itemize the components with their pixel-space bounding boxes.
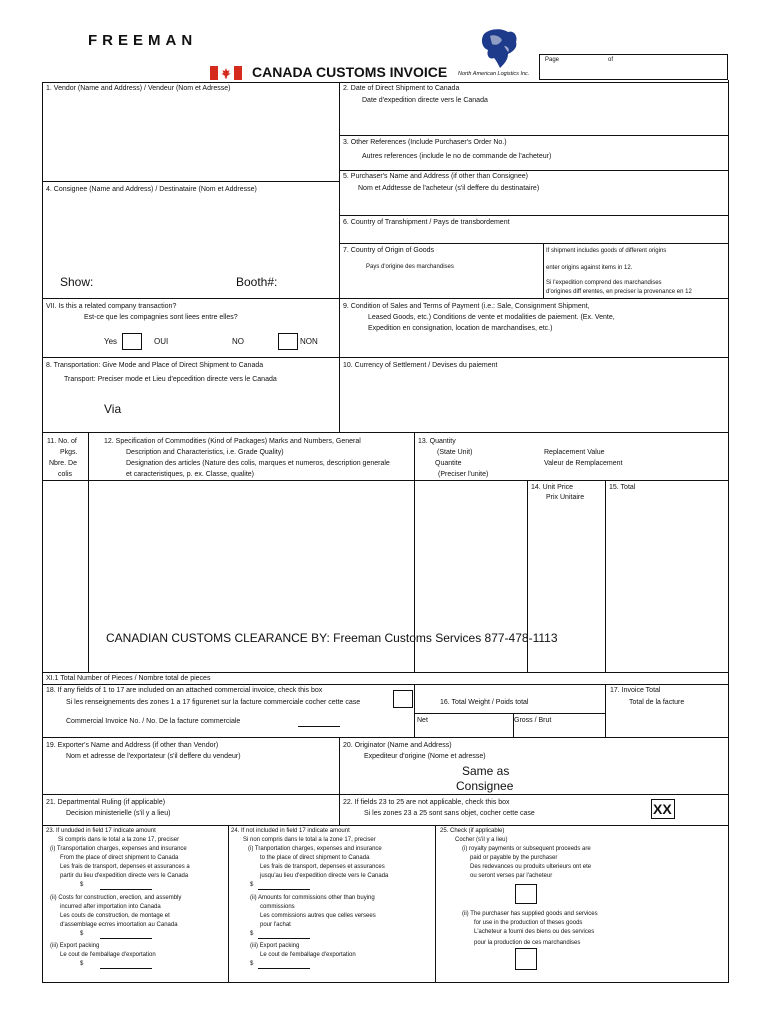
divider-xi1 bbox=[42, 684, 729, 685]
oui-label: OUI bbox=[154, 337, 169, 346]
divider-goods-header bbox=[42, 480, 729, 481]
field-2-label: 2. Date of Direct Shipment to Canada bbox=[343, 85, 460, 92]
f24-l6: jusqu'au lieu d'expedition directe vers le Canada bbox=[260, 873, 389, 879]
shipment-date-field[interactable] bbox=[343, 108, 725, 133]
f24-dollar-2: $ bbox=[250, 931, 254, 937]
f24-amount-3[interactable] bbox=[258, 968, 310, 969]
f23-l8: incurred after importation into Canada bbox=[60, 904, 161, 910]
f23-l3: (i) Transportation charges, expenses and insurance bbox=[50, 846, 187, 852]
consignee-field[interactable] bbox=[46, 197, 336, 267]
origin-note-1: If shipment includes goods of different origins bbox=[546, 248, 667, 254]
commercial-invoice-label: Commercial Invoice No. / No. De la facture commerciale bbox=[66, 718, 241, 725]
field-21-label-fr: Decision ministerielle (s'il y a lieu) bbox=[66, 810, 171, 817]
f24-l5: Les frais de transport, depenses et assurances bbox=[260, 864, 385, 870]
field-7-label: 7. Country of Origin of Goods bbox=[343, 247, 435, 254]
consignee-label: 4. Consignee (Name and Address) / Destinataire (Nom et Addresse) bbox=[46, 186, 257, 193]
pkgs-label-1: 11. No. of bbox=[47, 438, 77, 445]
f23-dollar-3: $ bbox=[80, 961, 84, 967]
supplied-goods-checkbox[interactable] bbox=[515, 948, 537, 970]
non-label: NON bbox=[300, 337, 318, 346]
spec-label-3: Designation des articles (Nature des colis, marques et numeros, description generale bbox=[126, 460, 390, 467]
f24-l1: 24. If not included in field 17 indicate amount bbox=[231, 828, 350, 834]
field-20-label-fr: Expediteur d'origine (Nome et adresse) bbox=[364, 753, 486, 760]
invoice-total-label-fr: Total de la facture bbox=[629, 699, 685, 706]
field-20-label: 20. Originator (Name and Address) bbox=[343, 742, 452, 749]
field-18-label: 18. If any fields of 1 to 17 are included on an attached commercial invoice, check this box bbox=[46, 687, 323, 694]
divider-18-19 bbox=[42, 737, 729, 738]
gross-weight-label: Gross / Brut bbox=[514, 717, 552, 724]
f24-l11: (iii) Export packing bbox=[250, 943, 300, 949]
divider-col-14 bbox=[605, 480, 606, 672]
spec-label-2: Description and Characteristics, i.e. Grade Quality) bbox=[126, 449, 284, 456]
field-22-label: 22. If fields 23 to 25 are not applicable, check this box bbox=[343, 799, 510, 806]
spec-label-4: et caracteristiques, p. ex. Classe, qualite) bbox=[126, 471, 255, 478]
f24-l8: commissions bbox=[260, 904, 295, 910]
f24-dollar-1: $ bbox=[250, 882, 254, 888]
field-8-label-fr: Transport: Preciser mode et Lieu d'epcedition directe vers le Canada bbox=[64, 376, 277, 383]
field-10-label: 10. Currency of Settlement / Devises du paiement bbox=[343, 362, 498, 369]
f24-l2: Si non compris dans le total a la zone 17, preciser bbox=[243, 837, 376, 843]
invoice-total-label: 17. Invoice Total bbox=[610, 687, 661, 694]
replacement-label-1: Replacement Value bbox=[544, 449, 605, 456]
field-3-label-fr: Autres references (include le no de commande de l'acheteur) bbox=[362, 153, 552, 160]
f25-l2: Cocher (s'il y a lieu) bbox=[455, 837, 508, 843]
f23-l1: 23. If unduded in field 17 indicate amount bbox=[46, 828, 156, 834]
f25-l3: (i) royalty payments or subsequent proceeds are bbox=[462, 846, 591, 852]
field-9-label-3: Expedition en consignation, location de marchandises, etc.) bbox=[368, 325, 553, 332]
f24-amount-1[interactable] bbox=[258, 889, 310, 890]
pkgs-label-3: Nbre. De bbox=[49, 460, 78, 467]
divider-19-20 bbox=[339, 737, 340, 825]
f24-l10: pour l'achat bbox=[260, 922, 291, 928]
f23-l12: Le cout de l'emballage d'exportation bbox=[60, 952, 156, 958]
f24-dollar-3: $ bbox=[250, 961, 254, 967]
f23-amount-2[interactable] bbox=[100, 938, 152, 939]
divider-23-24 bbox=[228, 825, 229, 982]
f24-l12: Le cout de l'emballage d'exportation bbox=[260, 952, 356, 958]
field-6-label: 6. Country of Transhipment / Pays de transbordement bbox=[343, 219, 510, 226]
customs-clearance-note: CANADIAN CUSTOMS CLEARANCE BY: Freeman Customs Services 877-478-1113 bbox=[106, 631, 558, 645]
f23-dollar-2: $ bbox=[80, 931, 84, 937]
related-question: VII. Is this a related company transaction? bbox=[46, 303, 177, 310]
no-label: NO bbox=[232, 337, 244, 346]
f24-l9: Les commissions autres que celles versees bbox=[260, 913, 376, 919]
f23-dollar-1: $ bbox=[80, 882, 84, 888]
field-19-label: 19. Exporter's Name and Address (if other than Vendor) bbox=[46, 742, 219, 749]
divider-6-7 bbox=[339, 243, 729, 244]
f23-l5: Les frais de transport, depenses et assurances a bbox=[60, 864, 190, 870]
f23-l7: (ii) Costs for construction, erection, and assembly bbox=[50, 895, 182, 901]
form-left-border bbox=[42, 82, 43, 982]
f24-l7: (ii) Amounts for commissions other than buying bbox=[250, 895, 375, 901]
unit-price-label-fr: Prix Unitaire bbox=[546, 494, 585, 501]
attached-invoice-checkbox[interactable] bbox=[393, 690, 413, 708]
field-21-label: 21. Departmental Ruling (if applicable) bbox=[46, 799, 166, 806]
f25-l10: pour la production de ces marchandises bbox=[474, 940, 581, 946]
total-weight-label: 16. Total Weight / Poids total bbox=[440, 699, 529, 706]
brand-name: FREEMAN bbox=[88, 32, 198, 49]
f25-l7: (ii) The purchaser has supplied goods and services bbox=[462, 911, 598, 917]
net-weight-label: Net bbox=[417, 717, 428, 724]
origin-note-3: Si l'expedition comprend des marchandises bbox=[546, 280, 662, 286]
page-label: Page bbox=[545, 57, 560, 63]
booth-label: Booth#: bbox=[236, 275, 278, 289]
divider-21-23 bbox=[42, 825, 729, 826]
divider-goods-top bbox=[42, 432, 729, 433]
originator-value-2: Consignee bbox=[456, 779, 514, 793]
field-2-label-fr: Date d'expedition directe vers le Canada bbox=[362, 97, 488, 104]
total-label: 15. Total bbox=[609, 484, 636, 491]
field-19-label-fr: Nom et adresse de l'exportateur (s'il deffere du vendeur) bbox=[66, 753, 241, 760]
divider-7-8 bbox=[42, 357, 340, 358]
qty-label-4: (Preciser l'unite) bbox=[438, 471, 489, 478]
pkgs-label-2: Pkgs. bbox=[60, 449, 78, 456]
total-pieces-label: XI.1 Total Number of Pieces / Nombre total de pieces bbox=[46, 675, 211, 682]
royalty-checkbox[interactable] bbox=[515, 884, 537, 904]
originator-value-1: Same as bbox=[462, 764, 510, 778]
show-label: Show: bbox=[60, 275, 94, 289]
f25-l1: 25. Check (if applicable) bbox=[440, 828, 505, 834]
f25-l6: ou seront verses par l'acheteur bbox=[470, 873, 553, 879]
divider-weight bbox=[414, 713, 606, 714]
page-box bbox=[539, 54, 728, 80]
divider-1-4 bbox=[42, 181, 340, 182]
f25-l8: for use in the production of theses goods bbox=[474, 920, 583, 926]
f23-l4: From the place of direct shipment to Canada bbox=[60, 855, 179, 861]
f23-l6: partir du lieu d'expedition directe vers le Canada bbox=[60, 873, 189, 879]
spec-label-1: 12. Specification of Commodities (Kind of Packages) Marks and Numbers, General bbox=[104, 438, 361, 445]
invoice-title: CANADA CUSTOMS INVOICE bbox=[252, 64, 448, 80]
form-bottom-border bbox=[42, 982, 729, 983]
divider-col-11 bbox=[88, 432, 89, 672]
yes-checkbox[interactable] bbox=[122, 333, 142, 350]
field-8-label: 8. Transportation: Give Mode and Place of Direct Shipment to Canada bbox=[46, 362, 264, 369]
field-22-label-fr: Si les zones 23 a 25 sont sans objet, cocher cette case bbox=[364, 810, 535, 817]
field-5-label-fr: Nom et Addtesse de l'acheteur (s'il deffere du destinataire) bbox=[358, 185, 540, 192]
divider-17 bbox=[605, 684, 606, 737]
unit-price-label: 14. Unit Price bbox=[531, 484, 574, 491]
vendor-field[interactable] bbox=[46, 96, 336, 178]
f25-l5: Des redevances ou produits ulterieurs ont ete bbox=[470, 864, 592, 870]
globe-logo-icon bbox=[474, 24, 524, 74]
origin-note-4: d'origines diff erentes, en preciser la provenance en 12 bbox=[546, 289, 692, 295]
field-18-label-fr: Si les renseignements des zones 1 a 17 figurenet sur la facture commerciale cocher cette case bbox=[66, 699, 361, 706]
logo-caption: North American Logistics Inc. bbox=[458, 71, 530, 77]
divider-5-6 bbox=[339, 215, 729, 216]
divider-19-21 bbox=[42, 794, 729, 795]
replacement-label-2: Valeur de Remplacement bbox=[544, 460, 623, 467]
f23-l2: Si compris dans le total a la zone 17, preciser bbox=[58, 837, 180, 843]
qty-label-3: Quantite bbox=[435, 460, 462, 467]
f23-amount-3[interactable] bbox=[100, 968, 152, 969]
f25-l4: paid or payable by the purchaser bbox=[470, 855, 558, 861]
of-label: of bbox=[608, 57, 614, 63]
divider-7-note bbox=[543, 243, 544, 298]
field-3-label: 3. Other References (Include Purchaser's Order No.) bbox=[343, 139, 507, 146]
f24-l4: to the place of direct shipment to Canada bbox=[260, 855, 370, 861]
field-9-label: 9. Condition of Sales and Terms of Payment (i.e.: Sale, Consignment Shipment, bbox=[343, 303, 590, 310]
origin-note-2: enter origins against items in 12. bbox=[546, 265, 633, 271]
f23-amount-1[interactable] bbox=[100, 889, 152, 890]
f23-l11: (iii) Export packing bbox=[50, 943, 100, 949]
pkgs-label-4: colis bbox=[58, 471, 73, 478]
divider-16-left bbox=[414, 684, 415, 737]
f24-amount-2[interactable] bbox=[258, 938, 310, 939]
commercial-invoice-no-field[interactable] bbox=[298, 726, 340, 727]
no-checkbox[interactable] bbox=[278, 333, 298, 350]
related-question-fr: Est-ce que les compagnies sont liees entre elles? bbox=[84, 314, 238, 321]
field-5-label: 5. Purchaser's Name and Address (if other than Consignee) bbox=[343, 173, 528, 180]
field-7-label-fr: Pays d'origine des marchandises bbox=[366, 264, 454, 270]
divider-3-5 bbox=[339, 170, 729, 171]
yes-label: Yes bbox=[104, 337, 118, 346]
vendor-label: 1. Vendor (Name and Address) / Vendeur (Nom et Adresse) bbox=[46, 85, 231, 92]
f24-l3: (i) Tranportation charges, expenses and insurance bbox=[248, 846, 382, 852]
divider-4-7 bbox=[42, 298, 340, 299]
divider-goods-bottom bbox=[42, 672, 729, 673]
via-label: Via bbox=[104, 402, 122, 416]
not-applicable-mark: XX bbox=[653, 801, 672, 817]
divider-2-3 bbox=[339, 135, 729, 136]
divider-24-25 bbox=[435, 825, 436, 982]
canada-flag-icon bbox=[210, 66, 242, 80]
form-top-border bbox=[42, 82, 729, 83]
field-9-label-2: Leased Goods, etc.) Conditions de vente et modalities de paiement. (Ex. Vente, bbox=[368, 314, 615, 321]
f23-l10: d'assemblage ecrres imoortation au Canada bbox=[60, 922, 178, 928]
qty-label-1: 13. Quantity bbox=[418, 438, 456, 445]
divider-7-9 bbox=[339, 298, 729, 299]
qty-label-2: (State Unit) bbox=[437, 449, 473, 456]
f25-l9: L'acheteur a fourni des biens ou des services bbox=[474, 929, 595, 935]
f23-l9: Les couts de construction, de montage et bbox=[60, 913, 170, 919]
divider-9-10 bbox=[339, 357, 729, 358]
